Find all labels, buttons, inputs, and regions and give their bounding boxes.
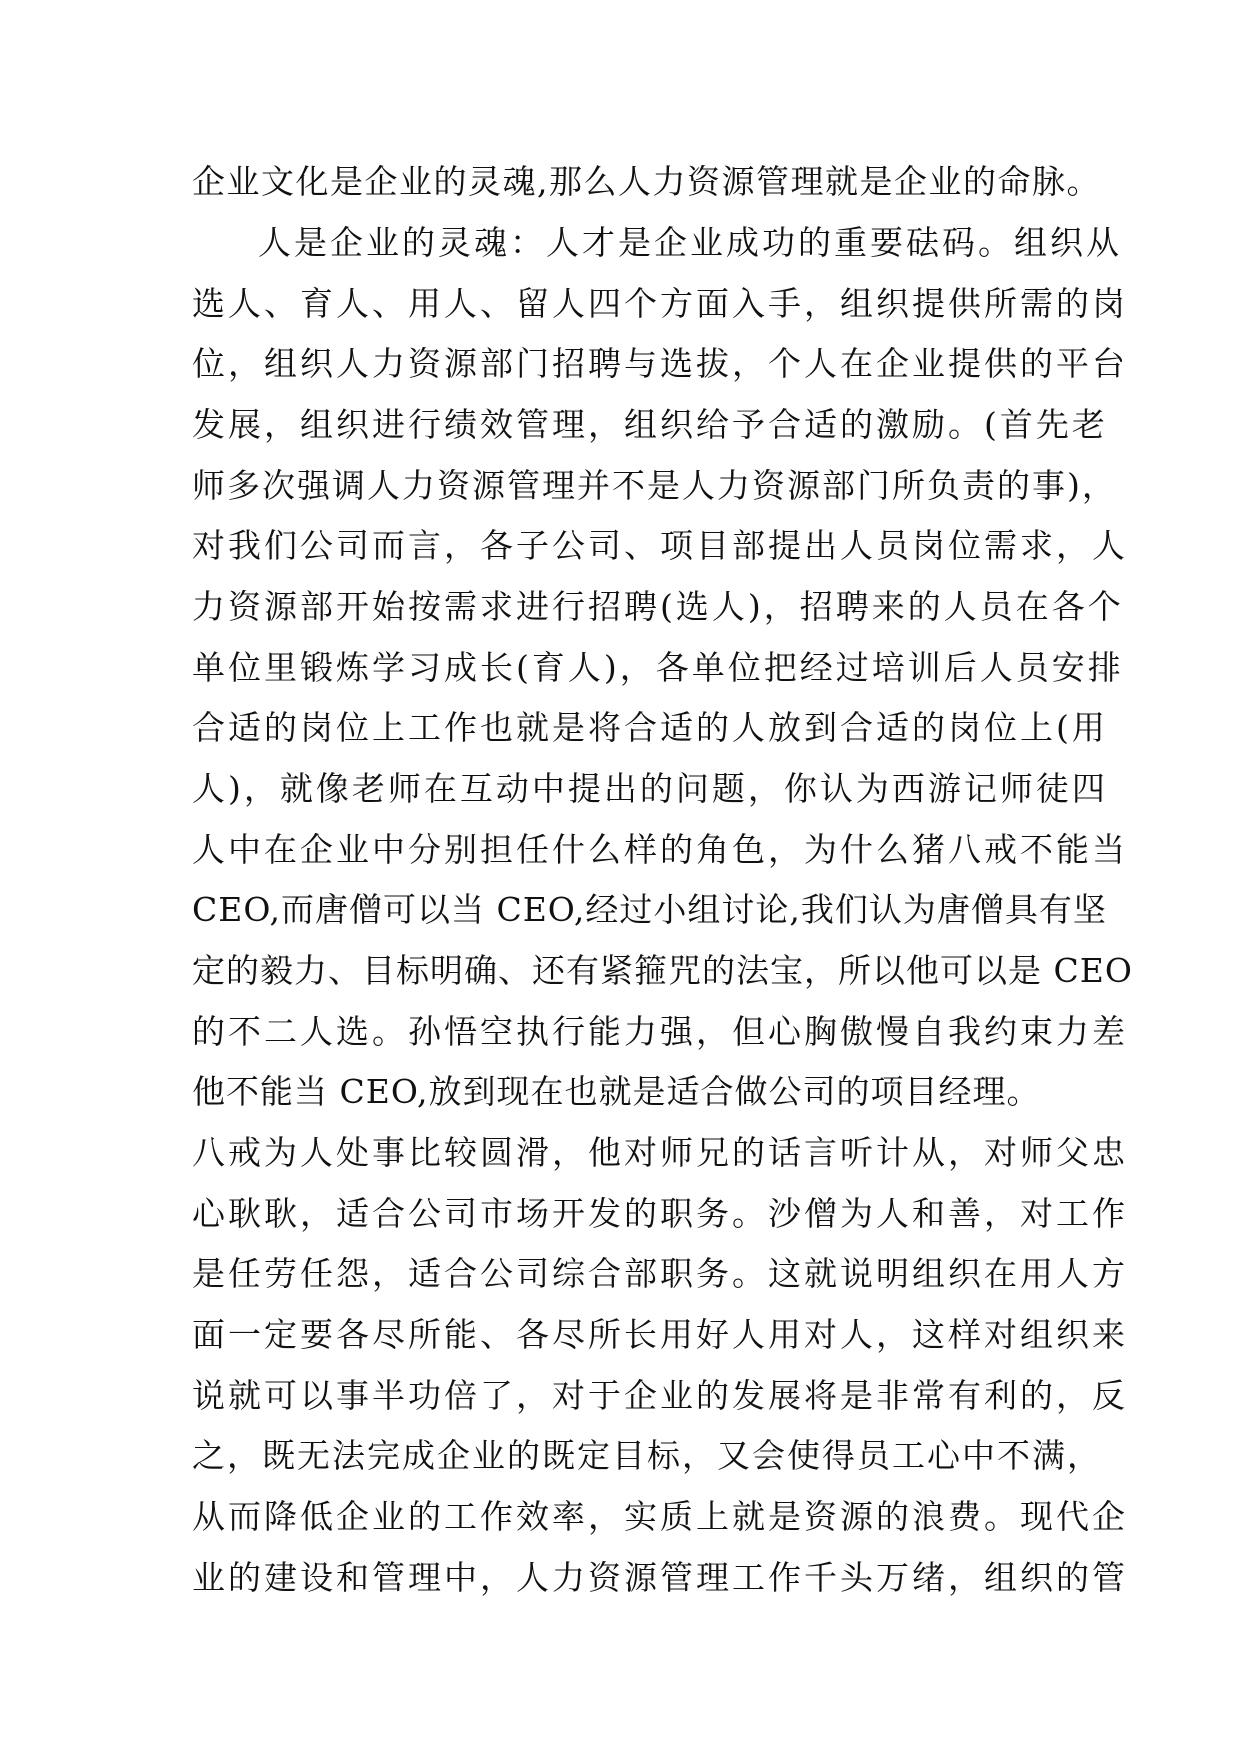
paragraph-first-line: 人是企业的灵魂：人才是企业成功的重要砝码。组织从 (258, 223, 1122, 262)
text-line: 八戒为人处事比较圆滑，他对师兄的话言听计从，对师父忠 (192, 1133, 1128, 1172)
text-line: 的不二人选。孙悟空执行能力强，但心胸傲慢自我约束力差 (192, 1012, 1128, 1051)
text-line: 面一定要各尽所能、各尽所长用好人用对人，这样对组织来 (192, 1315, 1128, 1354)
text-line: 人中在企业中分别担任什么样的角色，为什么猪八戒不能当 (192, 830, 1128, 869)
text-line: 人)，就像老师在互动中提出的问题，你认为西游记师徒四 (192, 769, 1108, 808)
text-line: 从而降低企业的工作效率，实质上就是资源的浪费。现代企 (192, 1497, 1128, 1536)
text-line: 企业文化是企业的灵魂,那么人力资源管理就是企业的命脉。 (192, 162, 1101, 201)
text-line: 心耿耿，适合公司市场开发的职务。沙僧为人和善，对工作 (192, 1194, 1128, 1233)
text-line: 定的毅力、目标明确、还有紧箍咒的法宝，所以他可以是 CEO (192, 951, 1133, 990)
text-line: 力资源部开始按需求进行招聘(选人)，招聘来的人员在各个 (192, 587, 1124, 626)
text-line: 是任劳任怨，适合公司综合部职务。这就说明组织在用人方 (192, 1254, 1128, 1293)
text-line: 选人、育人、用人、留人四个方面入手，组织提供所需的岗 (192, 284, 1128, 323)
text-line: 单位里锻炼学习成长(育人)，各单位把经过培训后人员安排 (192, 648, 1124, 687)
text-line: 位，组织人力资源部门招聘与选拔，个人在企业提供的平台 (192, 344, 1128, 383)
text-line: 合适的岗位上工作也就是将合适的人放到合适的岗位上(用 (192, 708, 1108, 747)
text-line: 说就可以事半功倍了，对于企业的发展将是非常有利的，反 (192, 1376, 1128, 1415)
text-line: 他不能当 CEO,放到现在也就是适合做公司的项目经理。 (192, 1072, 1041, 1111)
text-line: 业的建设和管理中，人力资源管理工作千头万绪，组织的管 (192, 1558, 1128, 1597)
text-line: 对我们公司而言，各子公司、项目部提出人员岗位需求，人 (192, 526, 1128, 565)
text-line: 之，既无法完成企业的既定目标，又会使得员工心中不满， (192, 1436, 1102, 1475)
text-line: 师多次强调人力资源管理并不是人力资源部门所负责的事)， (192, 466, 1117, 505)
text-line: CEO,而唐僧可以当 CEO,经过小组讨论,我们认为唐僧具有坚 (192, 890, 1107, 929)
text-line: 发展，组织进行绩效管理，组织给予合适的激励。(首先老 (192, 405, 1108, 444)
